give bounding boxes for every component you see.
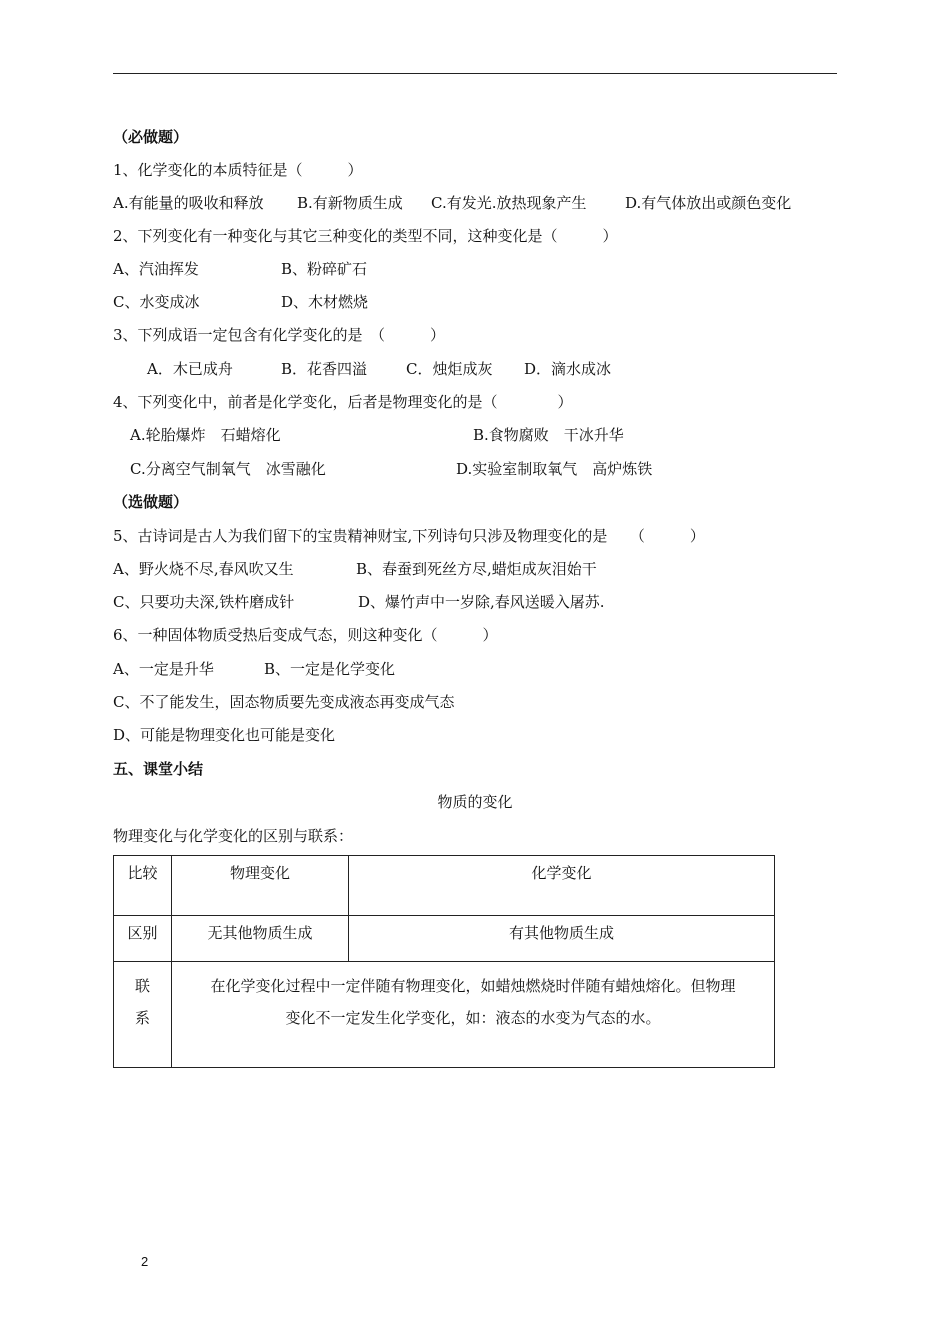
question-5-option-a: A、野火烧不尽,春风吹又生 <box>113 560 294 578</box>
table-cell: 区别 <box>114 916 172 962</box>
question-1-option-d: D.有气体放出或颜色变化 <box>625 194 792 212</box>
question-2-option-b: B、粉碎矿石 <box>281 260 368 278</box>
question-4-option-b: B.食物腐败 干冰升华 <box>473 426 624 444</box>
page-number: 2 <box>141 1254 149 1269</box>
question-2-option-c: C、水变成冰 <box>113 293 200 311</box>
table-cell: 有其他物质生成 <box>349 916 775 962</box>
table-cell: 比较 <box>114 856 172 916</box>
relation-line-1: 在化学变化过程中一定伴随有物理变化，如蜡烛燃烧时伴随有蜡烛熔化。但物理 <box>210 977 736 995</box>
summary-intro: 物理变化与化学变化的区别与联系： <box>113 827 354 845</box>
section-summary: 五、课堂小结 <box>113 760 204 778</box>
table-cell: 无其他物质生成 <box>172 916 349 962</box>
question-3-option-d: D．滴水成冰 <box>524 360 612 378</box>
question-5-option-b: B、春蚕到死丝方尽,蜡炬成灰泪始干 <box>356 560 597 578</box>
question-3-option-b: B．花香四溢 <box>281 360 368 378</box>
table-cell-relation <box>172 962 775 1068</box>
question-6-option-d: D、可能是物理变化也可能是变化 <box>113 726 336 744</box>
question-2-stem: 2、下列变化有一种变化与其它三种变化的类型不同，这种变化是（ ） <box>113 227 618 245</box>
relation-line-2: 变化不一定发生化学变化，如：液态的水变为气态的水。 <box>285 1009 661 1027</box>
question-1-option-c: C.有发光.放热现象产生 <box>431 194 587 212</box>
question-3-stem: 3、下列成语一定包含有化学变化的是 （ ） <box>113 326 446 344</box>
table-cell: 化学变化 <box>349 856 775 916</box>
question-5-option-d: D、爆竹声中一岁除,春风送暖入屠苏. <box>358 593 605 611</box>
question-1-option-b: B.有新物质生成 <box>297 194 403 212</box>
question-5-option-c: C、只要功夫深,铁杵磨成针 <box>113 593 295 611</box>
relation-label: 联 系 <box>134 977 166 1027</box>
question-3-option-a: A．木已成舟 <box>147 360 233 378</box>
question-4-stem: 4、下列变化中，前者是化学变化，后者是物理变化的是（ ） <box>113 393 573 411</box>
question-6-option-c: C、不了能发生，固态物质要先变成液态再变成气态 <box>113 693 455 711</box>
question-4-option-d: D.实验室制取氧气 高炉炼铁 <box>456 460 653 478</box>
question-3-option-c: C．烛炬成灰 <box>406 360 493 378</box>
table-cell: 物理变化 <box>172 856 349 916</box>
comparison-table <box>113 855 775 1068</box>
question-4-option-a: A.轮胎爆炸 石蜡熔化 <box>130 426 281 444</box>
section-optional: （选做题） <box>113 493 189 511</box>
question-4-option-c: C.分离空气制氧气 冰雪融化 <box>130 460 326 478</box>
question-1-option-a: A.有能量的吸收和释放 <box>113 194 264 212</box>
question-2-option-d: D、木材燃烧 <box>281 293 369 311</box>
table-cell-relation-label <box>114 962 172 1068</box>
table-row <box>114 856 775 916</box>
question-2-option-a: A、汽油挥发 <box>113 260 199 278</box>
section-required: （必做题） <box>113 128 189 146</box>
question-6-option-a: A、一定是升华 <box>113 660 214 678</box>
question-5-stem: 5、古诗词是古人为我们留下的宝贵精神财宝,下列诗句只涉及物理变化的是 （ ） <box>113 527 705 545</box>
table-row <box>114 916 775 962</box>
question-6-stem: 6、一种固体物质受热后变成气态，则这种变化（ ） <box>113 626 498 644</box>
question-6-option-b: B、一定是化学变化 <box>264 660 396 678</box>
question-1-stem: 1、化学变化的本质特征是（ ） <box>113 161 363 179</box>
table-row <box>114 962 775 1068</box>
summary-title: 物质的变化 <box>437 793 513 811</box>
header-rule <box>113 73 837 74</box>
